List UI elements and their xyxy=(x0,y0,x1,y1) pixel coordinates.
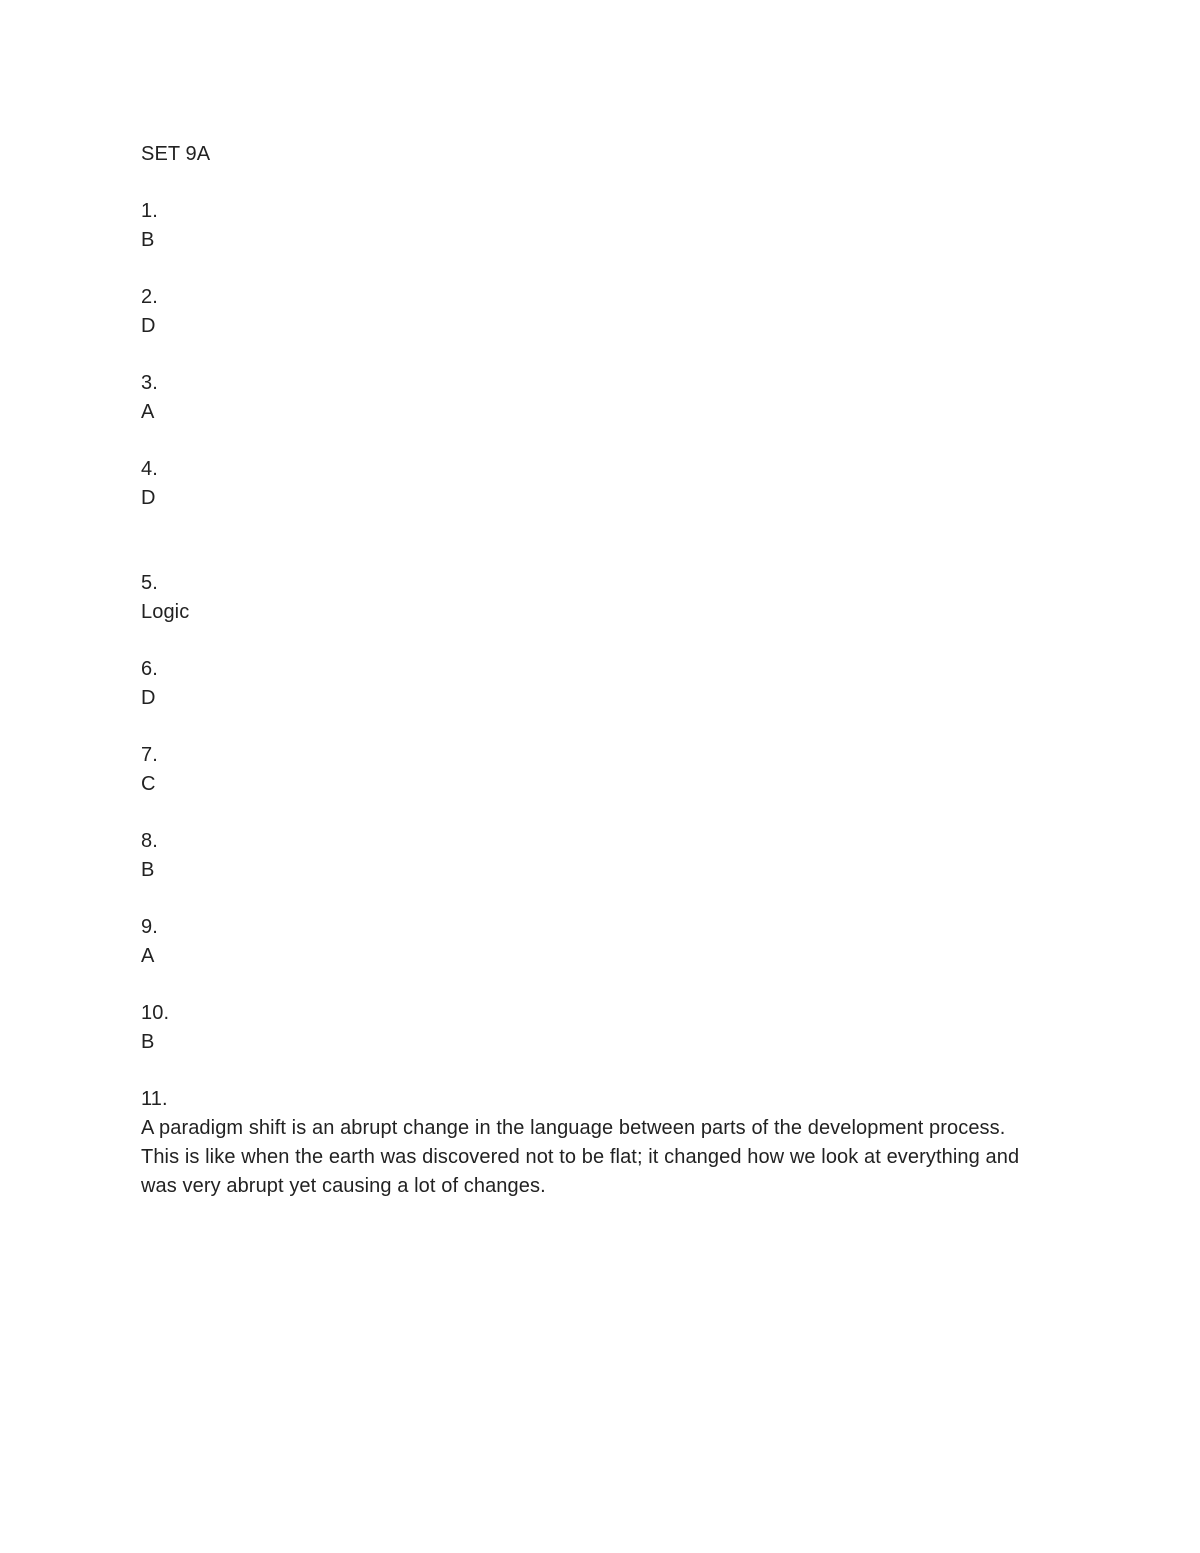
answer-item xyxy=(141,741,1041,799)
answer-paragraph: A paradigm shift is an abrupt change in the language between parts of the development process. This is like when the earth was discovered not to be flat; it changed how we look at everything and was very abrupt yet causing a lot of changes. xyxy=(141,1117,1025,1197)
question-number: 7. xyxy=(141,744,158,766)
question-number: 4. xyxy=(141,458,158,480)
question-number: 5. xyxy=(141,572,158,594)
document-content xyxy=(141,140,1041,1229)
question-number: 11. xyxy=(141,1088,168,1110)
question-number: 6. xyxy=(141,658,158,680)
answer-text: C xyxy=(141,773,156,795)
answer-item xyxy=(141,827,1041,885)
question-number: 10. xyxy=(141,1002,170,1024)
answer-item xyxy=(141,913,1041,971)
answer-item xyxy=(141,455,1041,513)
answer-item xyxy=(141,1085,1041,1201)
question-number: 9. xyxy=(141,916,158,938)
answer-text: B xyxy=(141,1031,155,1053)
answer-text: B xyxy=(141,859,155,881)
answer-item xyxy=(141,283,1041,341)
document-title: SET 9A xyxy=(141,143,211,165)
answer-item xyxy=(141,369,1041,427)
answer-item xyxy=(141,197,1041,255)
answer-item xyxy=(141,569,1041,627)
answer-text: A xyxy=(141,401,155,423)
answer-text: B xyxy=(141,229,155,251)
answer-item xyxy=(141,999,1041,1057)
answer-text: D xyxy=(141,487,156,509)
answer-text: D xyxy=(141,315,156,337)
answer-text: Logic xyxy=(141,601,190,623)
answer-text: A xyxy=(141,945,155,967)
answer-text: D xyxy=(141,687,156,709)
question-number: 3. xyxy=(141,372,158,394)
question-number: 1. xyxy=(141,200,158,222)
question-number: 8. xyxy=(141,830,158,852)
question-number: 2. xyxy=(141,286,158,308)
answer-item xyxy=(141,655,1041,713)
